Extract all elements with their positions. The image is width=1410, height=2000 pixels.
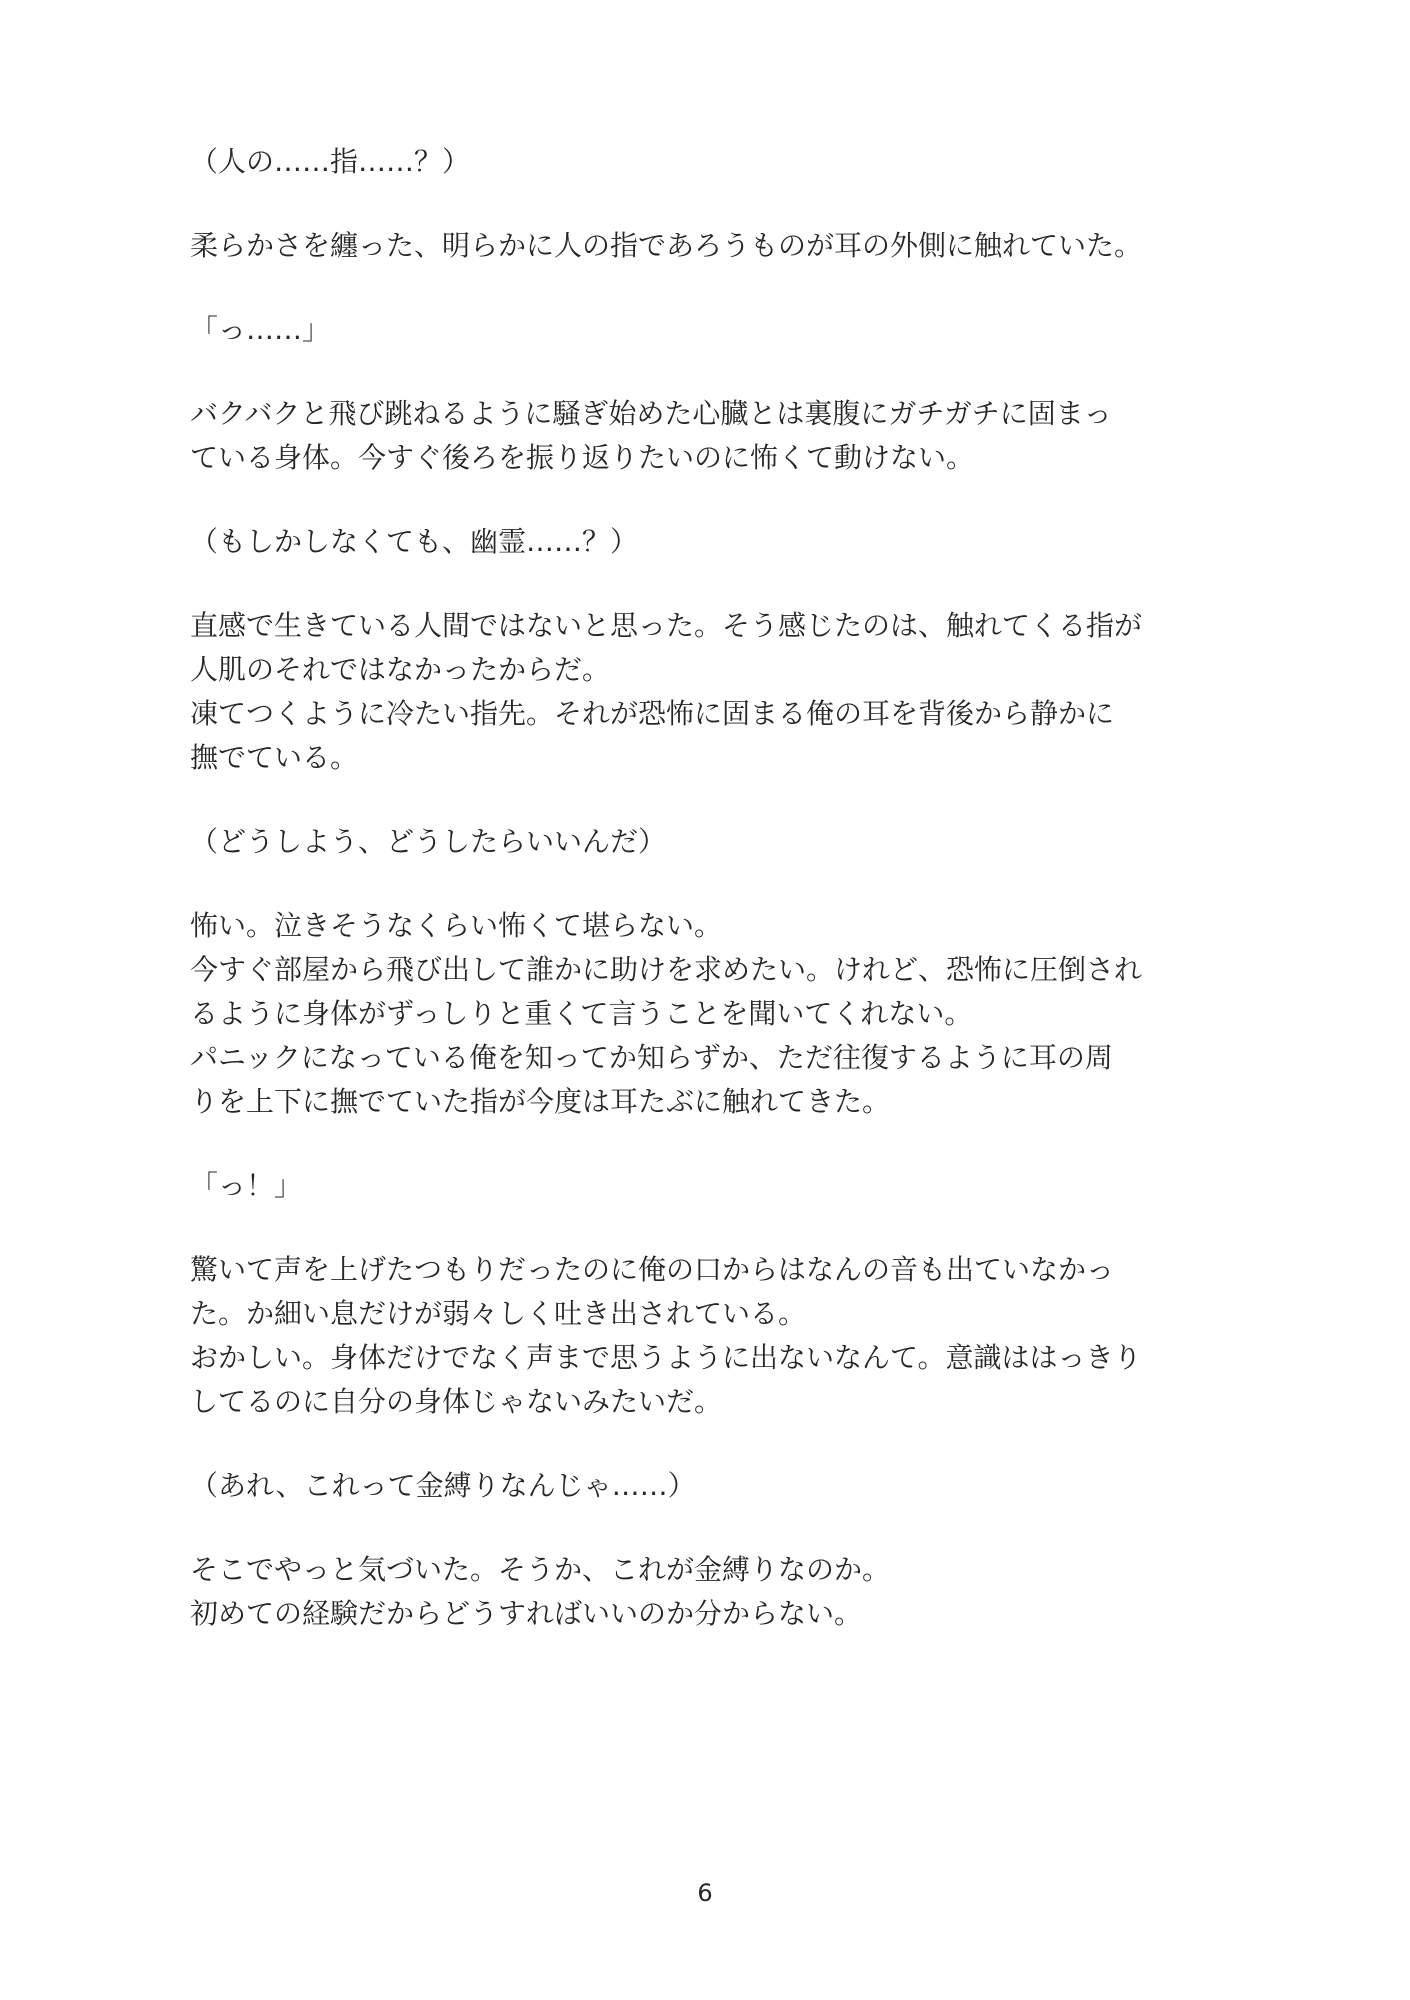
text-line: してるのに自分の身体じゃないみたいだ。 (190, 1385, 723, 1418)
text-line: おかしい。身体だけでなく声まで思うように出ないなんて。意識ははっきり (190, 1341, 1142, 1374)
text-line: （人の……指……？） (190, 145, 471, 178)
paragraph (190, 392, 1250, 480)
text-line: た。か細い息だけが弱々しく吐き出されている。 (190, 1297, 807, 1330)
text-line: バクバクと飛び跳ねるように騒ぎ始めた心臓とは裏腹にガチガチに固まっ (190, 397, 1112, 430)
paragraph (190, 604, 1250, 780)
text-line: （もしかしなくても、幽霊……？） (190, 525, 639, 558)
paragraph (190, 520, 1250, 564)
text-line: 撫でている。 (190, 741, 359, 774)
text-line: 凍てつくように冷たい指先。それが恐怖に固まる俺の耳を背後から静かに (190, 697, 1115, 730)
paragraph (190, 820, 1250, 864)
paragraph (190, 224, 1250, 268)
text-line: 人肌のそれではなかったからだ。 (190, 653, 611, 686)
body-text (190, 140, 1250, 1636)
text-line: そこでやっと気づいた。そうか、これが金縛りなのか。 (190, 1553, 891, 1586)
paragraph-gap (190, 564, 1250, 604)
text-line: 柔らかさを纏った、明らかに人の指であろうものが耳の外側に触れていた。 (190, 229, 1143, 262)
paragraph-gap (190, 1424, 1250, 1464)
paragraph (190, 1248, 1250, 1424)
paragraph-gap (190, 184, 1250, 224)
paragraph (190, 1548, 1250, 1636)
paragraph (190, 1164, 1250, 1208)
paragraph (190, 308, 1250, 352)
text-line: （どうしよう、どうしたらいいんだ） (190, 825, 667, 858)
paragraph-gap (190, 1508, 1250, 1548)
text-line: 初めての経験だからどうすればいいのか分からない。 (190, 1597, 863, 1630)
text-line: （あれ、これって金縛りなんじゃ……） (190, 1469, 696, 1502)
paragraph-gap (190, 1208, 1250, 1248)
text-line: 怖い。泣きそうなくらい怖くて堪らない。 (190, 909, 723, 942)
text-line: 「っ……」 (190, 313, 331, 346)
text-line: りを上下に撫でていた指が今度は耳たぶに触れてきた。 (190, 1085, 891, 1118)
paragraph (190, 904, 1250, 1124)
paragraph (190, 140, 1250, 184)
text-line: パニックになっている俺を知ってか知らずか、ただ往復するように耳の周 (190, 1041, 1113, 1074)
text-line: ている身体。今すぐ後ろを振り返りたいのに怖くて動けない。 (190, 441, 975, 474)
text-line: 驚いて声を上げたつもりだったのに俺の口からはなんの音も出ていなかっ (190, 1253, 1115, 1286)
paragraph-gap (190, 480, 1250, 520)
text-line: 「っ！」 (190, 1169, 303, 1202)
paragraph (190, 1464, 1250, 1508)
text-line: 直感で生きている人間ではないと思った。そう感じたのは、触れてくる指が (190, 609, 1143, 642)
paragraph-gap (190, 352, 1250, 392)
paragraph-gap (190, 780, 1250, 820)
text-line: 今すぐ部屋から飛び出して誰かに助けを求めたい。けれど、恐怖に圧倒され (190, 953, 1143, 986)
text-line: るように身体がずっしりと重くて言うことを聞いてくれない。 (190, 997, 973, 1030)
paragraph-gap (190, 864, 1250, 904)
paragraph-gap (190, 1124, 1250, 1164)
paragraph-gap (190, 268, 1250, 308)
page-number: 6 (697, 1879, 713, 1907)
